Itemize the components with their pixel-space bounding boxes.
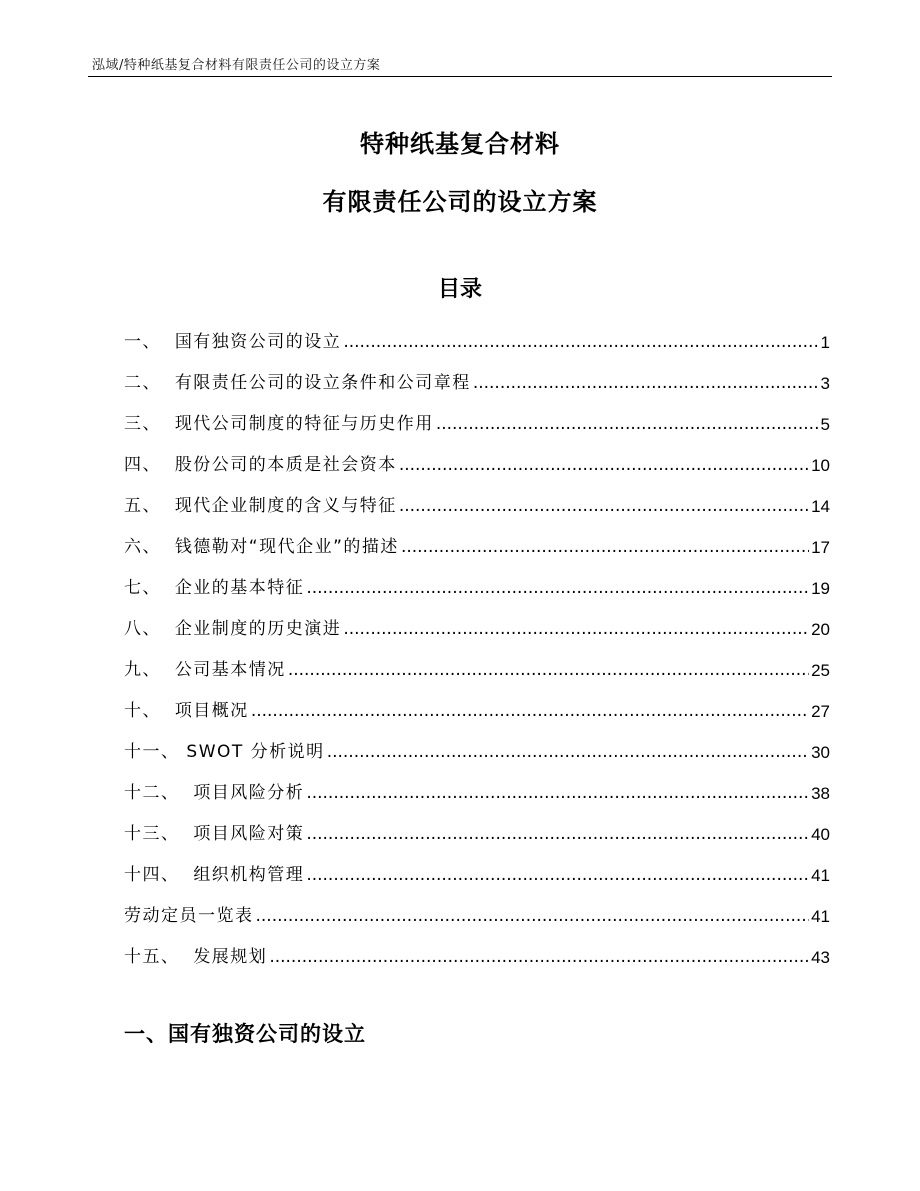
toc-item-page: 41 bbox=[811, 866, 830, 885]
toc-item-label: 项目概况 bbox=[174, 701, 249, 721]
toc-item-label: 钱德勒对“现代企业”的描述 bbox=[174, 537, 399, 557]
toc-item-label: SWOT 分析说明 bbox=[186, 742, 325, 762]
header-divider bbox=[88, 76, 832, 77]
toc-item-11[interactable] bbox=[124, 732, 830, 773]
toc-item-label: 项目风险分析 bbox=[193, 783, 305, 803]
toc-item-number: 七、 bbox=[124, 578, 161, 598]
toc-leader-dots bbox=[306, 568, 809, 609]
toc-item-5[interactable] bbox=[124, 486, 830, 527]
toc-leader-dots bbox=[306, 855, 809, 896]
toc-leader-dots bbox=[399, 445, 809, 486]
toc-item-label: 组织机构管理 bbox=[193, 865, 305, 885]
toc-item-2[interactable] bbox=[124, 363, 830, 404]
toc-item-number: 六、 bbox=[124, 537, 161, 557]
toc-item-13[interactable] bbox=[124, 814, 830, 855]
toc-item-page: 27 bbox=[811, 702, 830, 721]
toc-item-16[interactable] bbox=[124, 937, 830, 978]
toc-item-number: 八、 bbox=[124, 619, 161, 639]
toc-item-page: 17 bbox=[811, 538, 830, 557]
running-header: 泓域/特种纸基复合材料有限责任公司的设立方案 bbox=[92, 58, 381, 73]
toc-item-number: 十三、 bbox=[124, 824, 180, 844]
document-title-line-1: 特种纸基复合材料 bbox=[360, 130, 560, 158]
toc-item-page: 1 bbox=[820, 333, 830, 352]
toc-leader-dots bbox=[399, 486, 809, 527]
toc-item-page: 10 bbox=[811, 456, 830, 475]
toc-item-page: 41 bbox=[811, 907, 830, 926]
toc-item-15[interactable] bbox=[124, 896, 830, 937]
toc-item-4[interactable] bbox=[124, 445, 830, 486]
toc-item-8[interactable] bbox=[124, 609, 830, 650]
toc-item-label: 企业的基本特征 bbox=[174, 578, 305, 598]
toc-item-page: 30 bbox=[811, 743, 830, 762]
toc-item-12[interactable] bbox=[124, 773, 830, 814]
table-of-contents bbox=[124, 322, 830, 978]
toc-item-10[interactable] bbox=[124, 691, 830, 732]
toc-leader-dots bbox=[343, 609, 809, 650]
toc-item-page: 19 bbox=[811, 579, 830, 598]
toc-item-page: 40 bbox=[811, 825, 830, 844]
toc-item-number: 九、 bbox=[124, 660, 161, 680]
toc-item-number: 三、 bbox=[124, 414, 161, 434]
toc-item-page: 20 bbox=[811, 620, 830, 639]
toc-item-3[interactable] bbox=[124, 404, 830, 445]
toc-item-page: 3 bbox=[820, 374, 830, 393]
toc-item-number: 十、 bbox=[124, 701, 161, 721]
toc-item-number: 十五、 bbox=[124, 947, 180, 967]
toc-item-page: 5 bbox=[820, 415, 830, 434]
toc-leader-dots bbox=[269, 937, 809, 978]
toc-item-7[interactable] bbox=[124, 568, 830, 609]
toc-item-label: 企业制度的历史演进 bbox=[174, 619, 342, 639]
toc-leader-dots bbox=[256, 896, 810, 937]
toc-item-label: 项目风险对策 bbox=[193, 824, 305, 844]
toc-item-6[interactable] bbox=[124, 527, 830, 568]
section-heading-1: 一、国有独资公司的设立 bbox=[124, 1022, 366, 1046]
toc-leader-dots bbox=[288, 650, 809, 691]
toc-item-number: 四、 bbox=[124, 455, 161, 475]
toc-item-label: 有限责任公司的设立条件和公司章程 bbox=[174, 373, 471, 393]
toc-item-label: 劳动定员一览表 bbox=[124, 906, 254, 926]
toc-leader-dots bbox=[436, 404, 819, 445]
toc-leader-dots bbox=[306, 814, 809, 855]
toc-heading: 目录 bbox=[437, 277, 482, 302]
toc-item-page: 38 bbox=[811, 784, 830, 803]
toc-item-number: 五、 bbox=[124, 496, 161, 516]
toc-item-number: 二、 bbox=[124, 373, 161, 393]
toc-leader-dots bbox=[401, 527, 809, 568]
toc-item-label: 公司基本情况 bbox=[174, 660, 286, 680]
toc-item-number: 十二、 bbox=[124, 783, 180, 803]
document-title-line-2: 有限责任公司的设立方案 bbox=[322, 188, 598, 216]
toc-item-label: 现代公司制度的特征与历史作用 bbox=[174, 414, 434, 434]
toc-item-label: 股份公司的本质是社会资本 bbox=[174, 455, 397, 475]
toc-item-label: 发展规划 bbox=[193, 947, 268, 967]
toc-item-number: 一、 bbox=[124, 332, 161, 352]
toc-leader-dots bbox=[327, 732, 809, 773]
toc-item-14[interactable] bbox=[124, 855, 830, 896]
toc-item-page: 43 bbox=[811, 948, 830, 967]
toc-item-number: 十一、 bbox=[124, 742, 180, 762]
toc-item-1[interactable] bbox=[124, 322, 830, 363]
toc-item-page: 14 bbox=[811, 497, 830, 516]
toc-item-number: 十四、 bbox=[124, 865, 180, 885]
toc-item-page: 25 bbox=[811, 661, 830, 680]
toc-leader-dots bbox=[306, 773, 809, 814]
toc-leader-dots bbox=[343, 322, 818, 363]
toc-item-label: 现代企业制度的含义与特征 bbox=[174, 496, 397, 516]
toc-item-label: 国有独资公司的设立 bbox=[174, 332, 342, 352]
toc-leader-dots bbox=[251, 691, 809, 732]
toc-leader-dots bbox=[473, 363, 819, 404]
toc-item-9[interactable] bbox=[124, 650, 830, 691]
